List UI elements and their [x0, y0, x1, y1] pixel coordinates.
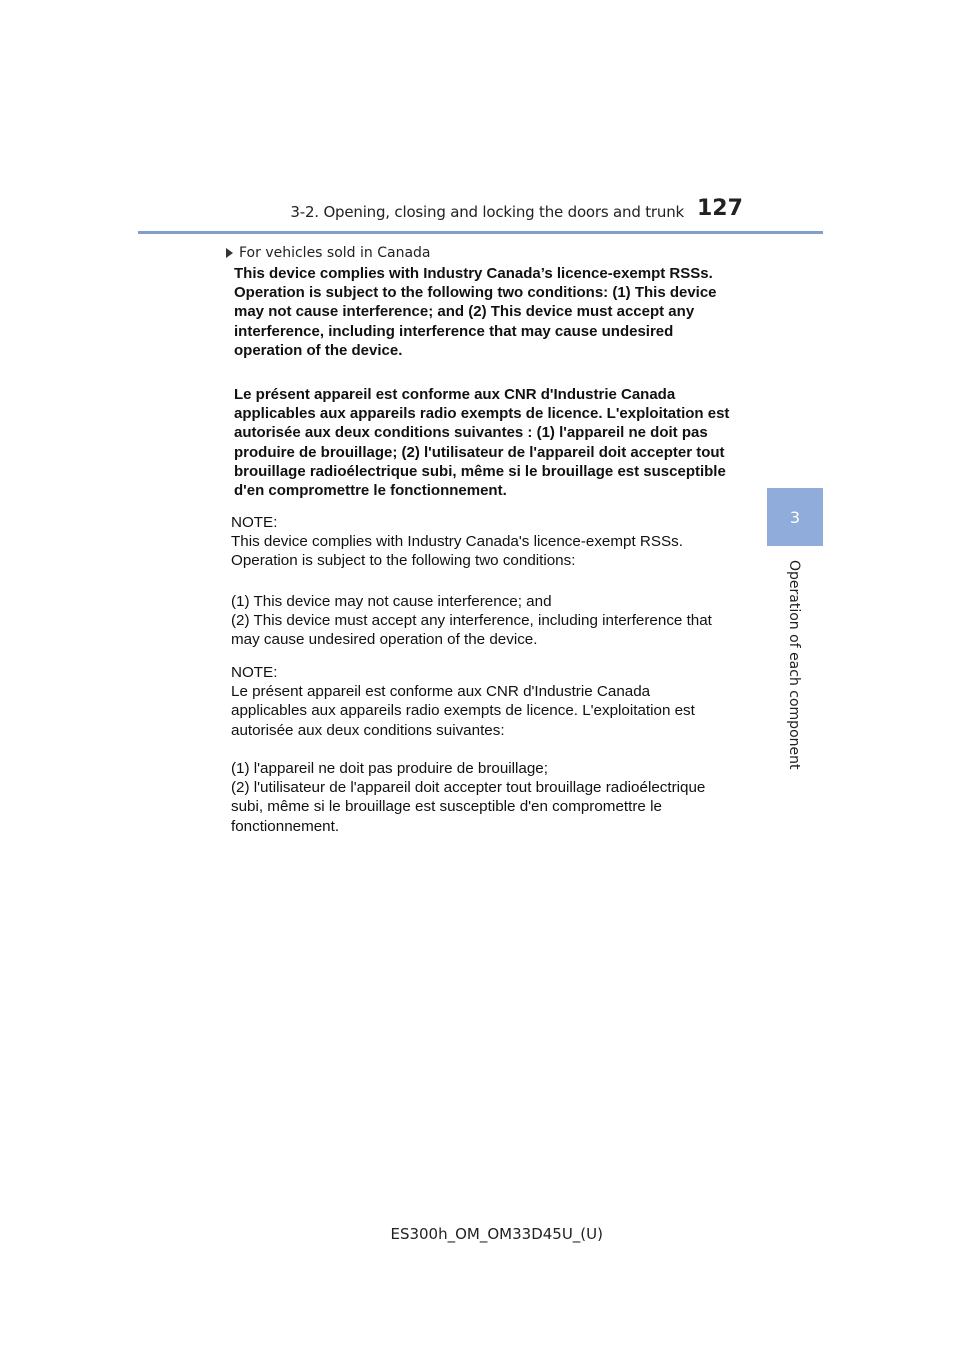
- notice-en: [234, 264, 717, 360]
- text-line: (1) l'appareil ne doit pas produire de brouillage;: [231, 760, 548, 777]
- note-en-intro: [231, 513, 683, 571]
- text-line: Operation is subject to the following two conditions: (1) This device: [234, 284, 717, 302]
- text-line: This device complies with Industry Canada's licence-exempt RSSs.: [231, 533, 683, 551]
- note-fr-intro: [231, 663, 695, 740]
- text-line: (2) This device must accept any interference, including interference that: [231, 612, 712, 630]
- chapter-label: Operation of each component: [786, 560, 802, 770]
- note-en-conditions: [231, 592, 712, 650]
- text-line: subi, même si le brouillage est susceptible d'en compromettre le: [231, 798, 662, 816]
- manual-code: ES300h_OM_OM33D45U_(U): [390, 1225, 603, 1243]
- text-line: autorisée aux deux conditions suivantes:: [231, 721, 505, 739]
- page-number: 127: [697, 196, 743, 221]
- chapter-tab: [767, 488, 823, 546]
- text-line: Le présent appareil est conforme aux CNR d'Industrie Canada: [234, 386, 676, 403]
- text-line: d'en compromettre le fonctionnement.: [234, 482, 507, 500]
- notice-fr: [234, 385, 729, 500]
- text-line: fonctionnement.: [231, 817, 340, 835]
- text-line: applicables aux appareils radio exempts de licence. L'exploitation est: [234, 405, 730, 423]
- text-line: applicables aux appareils radio exempts de licence. L'exploitation est: [231, 702, 695, 720]
- section-title: 3-2. Opening, closing and locking the doors and trunk: [290, 203, 684, 221]
- text-line: Le présent appareil est conforme aux CNR d'Industrie Canada: [231, 683, 651, 701]
- note-item: [226, 245, 431, 261]
- text-line: operation of the device.: [234, 341, 403, 359]
- text-line: (1) This device may not cause interference; and: [231, 593, 552, 610]
- text-line: NOTE:: [231, 664, 278, 681]
- note-fr-conditions: [231, 759, 705, 836]
- text-line: interference, including interference that may cause undesired: [234, 322, 674, 340]
- note-item-text: For vehicles sold in Canada: [239, 245, 431, 261]
- chapter-number: 3: [789, 507, 801, 527]
- text-line: produire de brouillage; (2) l'utilisateur de l'appareil doit accepter tout: [234, 443, 725, 461]
- text-line: may not cause interference; and (2) This device must accept any: [234, 303, 695, 321]
- text-line: NOTE:: [231, 514, 278, 531]
- text-line: autorisée aux deux conditions suivantes : (1) l'appareil ne doit pas: [234, 424, 708, 442]
- header-rule: [138, 231, 823, 234]
- text-line: Operation is subject to the following two conditions:: [231, 552, 576, 570]
- text-line: brouillage radioélectrique subi, même si le brouillage est susceptible: [234, 462, 726, 480]
- text-line: This device complies with Industry Canada’s licence-exempt RSSs.: [234, 265, 713, 282]
- triangle-bullet-icon: [226, 248, 233, 258]
- text-line: (2) l'utilisateur de l'appareil doit accepter tout brouillage radioélectrique: [231, 779, 706, 797]
- text-line: may cause undesired operation of the device.: [231, 631, 538, 649]
